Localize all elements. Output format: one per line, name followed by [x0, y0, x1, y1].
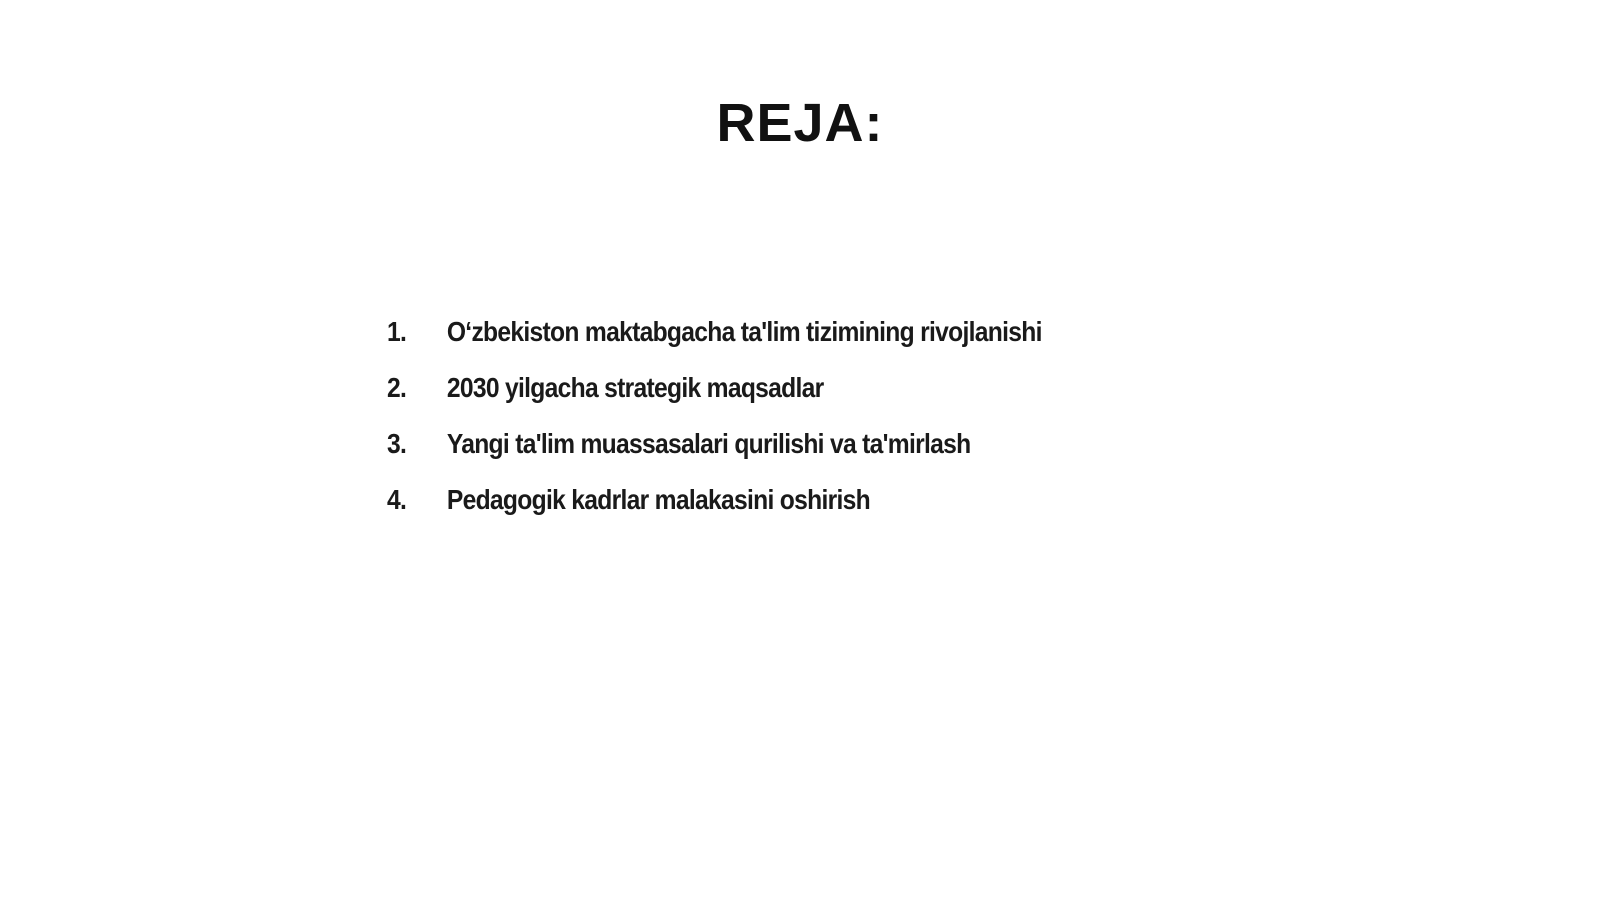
slide-title: REJA:: [716, 93, 884, 153]
list-item-number: 2.: [387, 372, 407, 403]
list-item: [387, 428, 1042, 484]
list-item: [387, 316, 1042, 372]
list-item: [387, 484, 1042, 540]
list-item: [387, 372, 1042, 428]
list-item-number: 1.: [387, 316, 407, 347]
list-item-number: 3.: [387, 428, 407, 459]
plan-list: [387, 316, 1131, 540]
list-item-text: Yangi ta'lim muassasalari qurilishi va ta'mirlash: [446, 428, 971, 459]
list-item-text: Pedagogik kadrlar malakasini oshirish: [446, 484, 870, 515]
list-item-number: 4.: [387, 484, 407, 515]
list-item-text: O‘zbekiston maktabgacha ta'lim tizimining rivojlanishi: [446, 316, 1042, 347]
list-item-text: 2030 yilgacha strategik maqsadlar: [446, 372, 824, 403]
